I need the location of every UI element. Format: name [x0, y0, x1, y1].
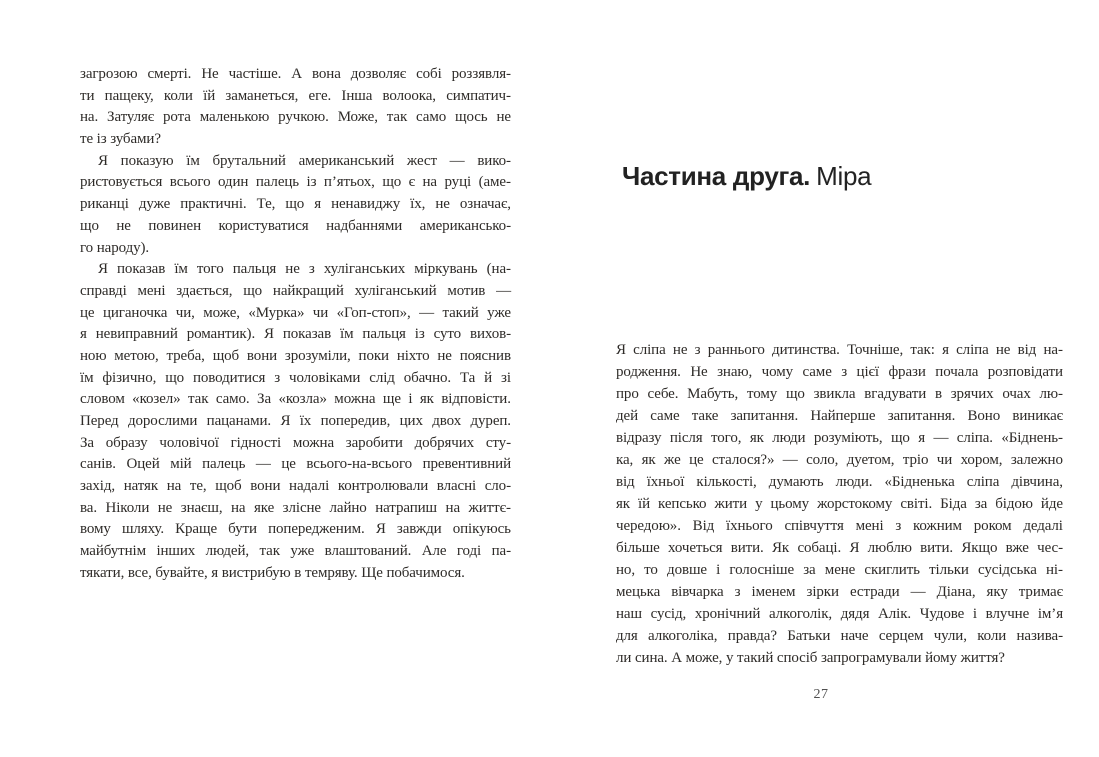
text-line: те із зубами? — [80, 131, 161, 148]
text-line: го народу). — [80, 239, 150, 256]
text-line: Я показую їм брутальний американський жест — вико- — [98, 152, 511, 169]
paragraph — [80, 64, 511, 151]
text-line: риканці дуже практичні. Те, що я ненавиджу їх, не означає, — [80, 196, 511, 213]
right-page-text — [616, 339, 1063, 669]
text-line: дей саме таке запитання. Найперше запитання. Воно виникає — [616, 408, 1063, 424]
paragraph — [80, 259, 511, 584]
left-page — [0, 0, 549, 757]
text-line: но, то довше і голосніше за мене скиглить тільки сусідська ні- — [616, 562, 1063, 578]
text-line: загрозою смерті. Не частіше. А вона дозволяє собі роззявля- — [80, 66, 511, 82]
text-line: як їй кепсько жити у цьому жорстокому світі. Біда за бідою йде — [616, 496, 1063, 512]
left-page-text — [80, 64, 511, 585]
text-line: я невиправний романтик). Я показав їм пальця із суто вихов- — [80, 326, 511, 343]
text-line: про себе. Мабуть, тому що звикла вгадувати в зрячих очах лю- — [616, 386, 1063, 402]
text-line: мецька вівчарка з іменем зірки естради — Діана, яку тримає — [616, 584, 1063, 600]
text-line: словом «козел» так само. За «козла» можна ще і як відповісти. — [80, 391, 511, 408]
text-line: наш сусід, хронічний алкоголік, дядя Алік. Чудове і влучне ім’я — [616, 606, 1063, 622]
paragraph — [80, 151, 511, 259]
text-line: чередою». Від їхнього співчуття мені з кожним роком дедалі — [616, 518, 1063, 534]
text-line: це циганочка чи, може, «Мурка» чи «Гоп-стоп», — такий уже — [80, 304, 511, 321]
text-line: для алкоголіка, правда? Батьки наче серцем чули, коли назива- — [616, 628, 1063, 644]
text-line: відразу після того, як люди розуміють, що я — сліпа. «Біднень- — [616, 430, 1063, 446]
text-line: ва. Ніколи не знаєш, на яке злісне лайно натрапиш на життє- — [80, 499, 511, 516]
page-number: 27 — [813, 687, 829, 702]
right-page — [549, 0, 1099, 757]
text-line: ристовується всього один палець із п’ятьох, що є на руці (аме- — [80, 174, 511, 191]
chapter-heading-title: Міра — [816, 161, 872, 191]
text-line: на. Затуляє рота маленькою ручкою. Може, так само щось не — [80, 109, 511, 126]
paragraph — [616, 339, 1063, 669]
text-line: майбутнім інших людей, так уже влаштований. Але годі па- — [80, 543, 511, 560]
text-line: Перед дорослими пацанами. Я їх попередив, цих двох дуреп. — [80, 413, 511, 429]
text-line: тякати, все, бувайте, я вистрибую в темряву. Ще побачимося. — [80, 564, 465, 581]
chapter-heading — [622, 160, 871, 192]
text-line: ною метою, треба, щоб вони зрозуміли, поки ніхто не пояснив — [80, 347, 511, 364]
text-line: Я сліпа не з раннього дитинства. Точніше, так: я сліпа не від на- — [616, 342, 1063, 358]
text-line: ти пащеку, коли їй заманеться, еге. Інша волоока, симпатич- — [80, 87, 511, 104]
text-line: вому шляху. Краще бути попередженим. Я завжди опікуюсь — [80, 521, 511, 538]
text-line: санів. Оцей мій палець — це всього-на-всього превентивний — [80, 456, 511, 473]
text-line: родження. Не знаю, чому саме з цієї фрази почала розповідати — [616, 364, 1063, 380]
chapter-heading-part-label: Частина друга. — [622, 161, 811, 191]
text-line: захід, натяк на те, щоб вони надалі контролювали власні сло- — [80, 478, 511, 495]
text-line: справді мені здається, що найкращий хуліганський мотив — — [80, 282, 511, 299]
text-line: ли сина. А може, у такий спосіб запрограмували йому життя? — [616, 650, 1005, 666]
text-line: що не повинен користуватися надбаннями американсько- — [80, 217, 511, 234]
text-line: більше хочеться вити. Як собаці. Я люблю вити. Якщо вже чес- — [616, 540, 1063, 556]
text-line: ка, як же це сталося?» — соло, дуетом, тріо чи хором, залежно — [616, 452, 1063, 468]
text-line: Я показав їм того пальця не з хуліганських міркувань (на- — [98, 261, 511, 278]
text-line: від їхньої кількості, думають люди. «Бідненька сліпа дівчина, — [616, 474, 1063, 490]
text-line: їм фізично, що поводитися з чоловіками слід обачно. Та й зі — [80, 369, 511, 386]
text-line: За образу чоловічої гідності можна заробити добрячих сту- — [80, 434, 511, 451]
